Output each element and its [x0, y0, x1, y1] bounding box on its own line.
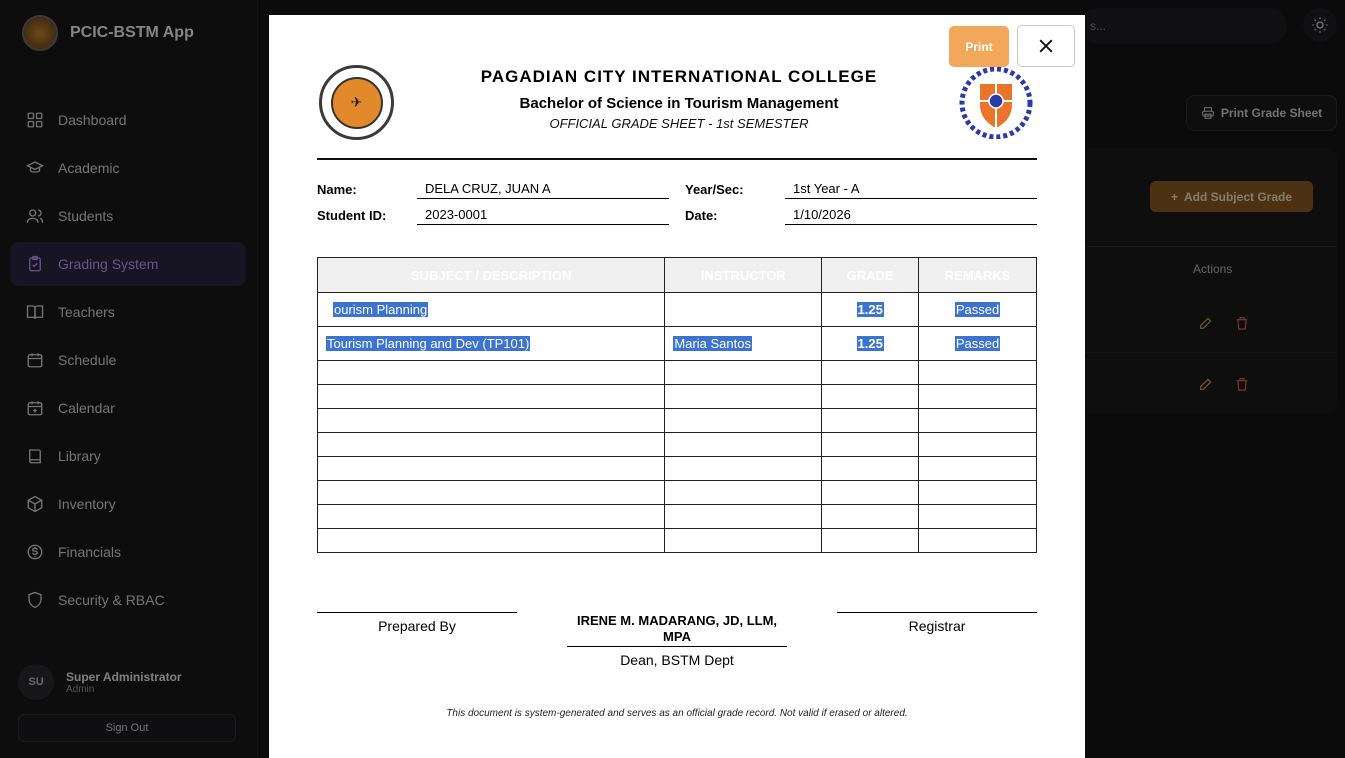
subject-cell: Tourism Planning and Dev (TP101): [318, 327, 665, 361]
sidebar-item-label: Inventory: [58, 496, 116, 512]
header-divider: [317, 158, 1037, 160]
plus-icon: +: [1170, 189, 1178, 204]
sign-out-button[interactable]: Sign Out: [18, 714, 236, 742]
empty-row: [318, 433, 1037, 457]
sidebar-item-label: Teachers: [58, 304, 115, 320]
sidebar-item-label: Security & RBAC: [58, 592, 165, 608]
sidebar-item-label: Dashboard: [58, 112, 127, 128]
actions-column-header: Actions: [1193, 262, 1233, 276]
dean-name: IRENE M. MADARANG, JD, LLM, MPA: [576, 613, 778, 644]
sheet-title: OFFICIAL GRADE SHEET - 1st SEMESTER: [549, 116, 809, 131]
sidebar-item-label: Students: [58, 208, 114, 224]
college-name: PAGADIAN CITY INTERNATIONAL COLLEGE: [480, 67, 878, 86]
date-label: Date:: [685, 208, 718, 223]
sidebar-item-label: Schedule: [58, 352, 117, 368]
grade-sheet-modal: [269, 15, 1085, 758]
header-remarks: REMARKS: [919, 258, 1037, 293]
student-id-label: Student ID:: [317, 208, 387, 223]
instructor-cell: [665, 293, 822, 327]
signature-line: [837, 612, 1037, 613]
avatar: SU: [18, 664, 54, 700]
grade-cell: 1.25: [822, 293, 919, 327]
grade-cell: 1.25: [822, 327, 919, 361]
empty-row: [318, 505, 1037, 529]
disclaimer: This document is system-generated and serves as an official grade record. Not valid if erased or altered.: [446, 708, 908, 719]
sidebar-item-label: Financials: [58, 544, 122, 560]
empty-row: [318, 529, 1037, 553]
empty-row: [318, 361, 1037, 385]
registrar-label: Registrar: [908, 618, 966, 634]
empty-row: [318, 409, 1037, 433]
header-instructor: INSTRUCTOR: [665, 258, 822, 293]
empty-row: [318, 457, 1037, 481]
program-name: Bachelor of Science in Tourism Management: [519, 95, 839, 112]
sidebar-item-label: Calendar: [58, 400, 115, 416]
prepared-by-label: Prepared By: [378, 618, 456, 634]
year-sec-value: 1st Year - A: [785, 181, 1037, 199]
table-row: [318, 327, 1037, 361]
user-role: Admin: [66, 683, 95, 695]
grades-table: [317, 257, 1037, 553]
close-icon: [1036, 36, 1056, 56]
app-title: PCIC-BSTM App: [70, 24, 194, 41]
sidebar-item-label: Grading System: [58, 256, 159, 272]
add-subject-grade-label: Add Subject Grade: [1183, 189, 1293, 204]
signature-line: [317, 612, 517, 613]
print-grade-sheet-label: Print Grade Sheet: [1220, 106, 1323, 120]
user-name: Super Administrator: [66, 669, 182, 684]
table-row: [318, 293, 1037, 327]
signature-line: [567, 646, 787, 647]
year-sec-label: Year/Sec:: [685, 182, 744, 197]
bstm-crest-logo: [959, 67, 1033, 139]
empty-row: [318, 481, 1037, 505]
pcic-seal-logo: ✈: [319, 65, 394, 140]
empty-row: [318, 385, 1037, 409]
name-label: Name:: [317, 182, 357, 197]
print-button[interactable]: Print: [949, 26, 1009, 67]
date-value: 1/10/2026: [785, 207, 1037, 225]
remarks-cell: Passed: [919, 293, 1037, 327]
name-value: DELA CRUZ, JUAN A: [417, 181, 669, 199]
sidebar-item-label: Academic: [58, 160, 120, 176]
search-input[interactable]: s...: [1080, 8, 1287, 44]
header-grade: GRADE: [822, 258, 919, 293]
header-subject: SUBJECT / DESCRIPTION: [318, 258, 665, 293]
instructor-cell: Maria Santos: [665, 327, 822, 361]
close-button[interactable]: [1017, 25, 1075, 67]
remarks-cell: Passed: [919, 327, 1037, 361]
student-id-value: 2023-0001: [417, 207, 669, 225]
subject-cell: ourism Planning: [318, 293, 665, 327]
sidebar-item-label: Library: [58, 448, 101, 464]
document-header: [399, 67, 959, 131]
dean-title: Dean, BSTM Dept: [620, 652, 734, 668]
